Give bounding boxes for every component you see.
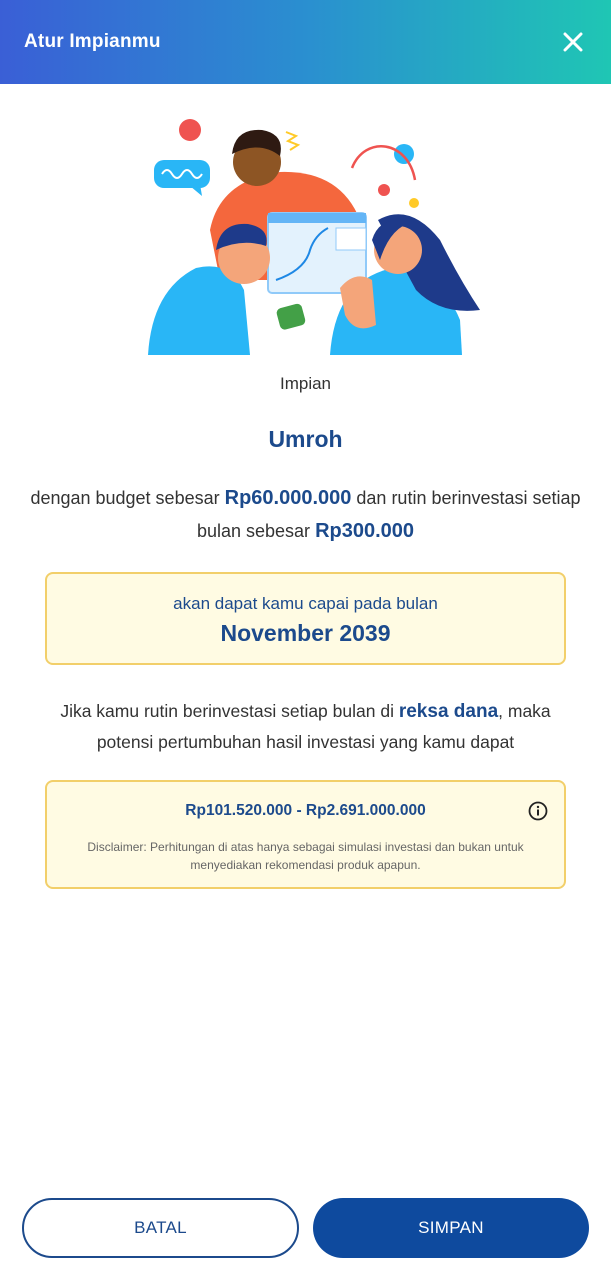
close-button[interactable] <box>559 28 587 56</box>
monthly-amount: Rp300.000 <box>315 520 415 542</box>
target-caption: akan dapat kamu capai pada bulan <box>173 594 438 613</box>
target-date: November 2039 <box>220 620 391 646</box>
info-icon[interactable] <box>528 801 548 821</box>
save-button[interactable]: SIMPAN <box>313 1198 589 1258</box>
close-icon <box>563 32 583 52</box>
projection-card <box>45 780 566 889</box>
people-investing-illustration <box>140 110 490 365</box>
investment-suffix: , maka potensi pertumbuhan hasil investasi yang kamu dapat <box>96 701 551 752</box>
cancel-button[interactable]: BATAL <box>22 1198 299 1258</box>
budget-prefix: dengan budget sebesar <box>30 488 220 508</box>
budget-middle: dan rutin berinvestasi setiap bulan sebesar <box>196 488 581 541</box>
disclaimer-text: Disclaimer: Perhitungan di atas hanya sebagai simulasi investasi dan bukan untuk menyediakan rekomendasi produk apapun. <box>87 840 524 872</box>
projection-range: Rp101.520.000 - Rp2.691.000.000 <box>185 802 426 819</box>
target-date-card <box>45 572 566 665</box>
header-bar <box>0 0 611 84</box>
dream-name: Umroh <box>268 426 343 452</box>
investment-product: reksa dana <box>398 701 499 722</box>
dream-label: Impian <box>279 374 332 393</box>
budget-summary <box>30 482 581 548</box>
budget-amount: Rp60.000.000 <box>224 487 352 509</box>
page-title: Atur Impianmu <box>24 31 161 52</box>
investment-prefix: Jika kamu rutin berinvestasi setiap bulan di <box>60 701 394 721</box>
investment-description <box>30 696 581 757</box>
